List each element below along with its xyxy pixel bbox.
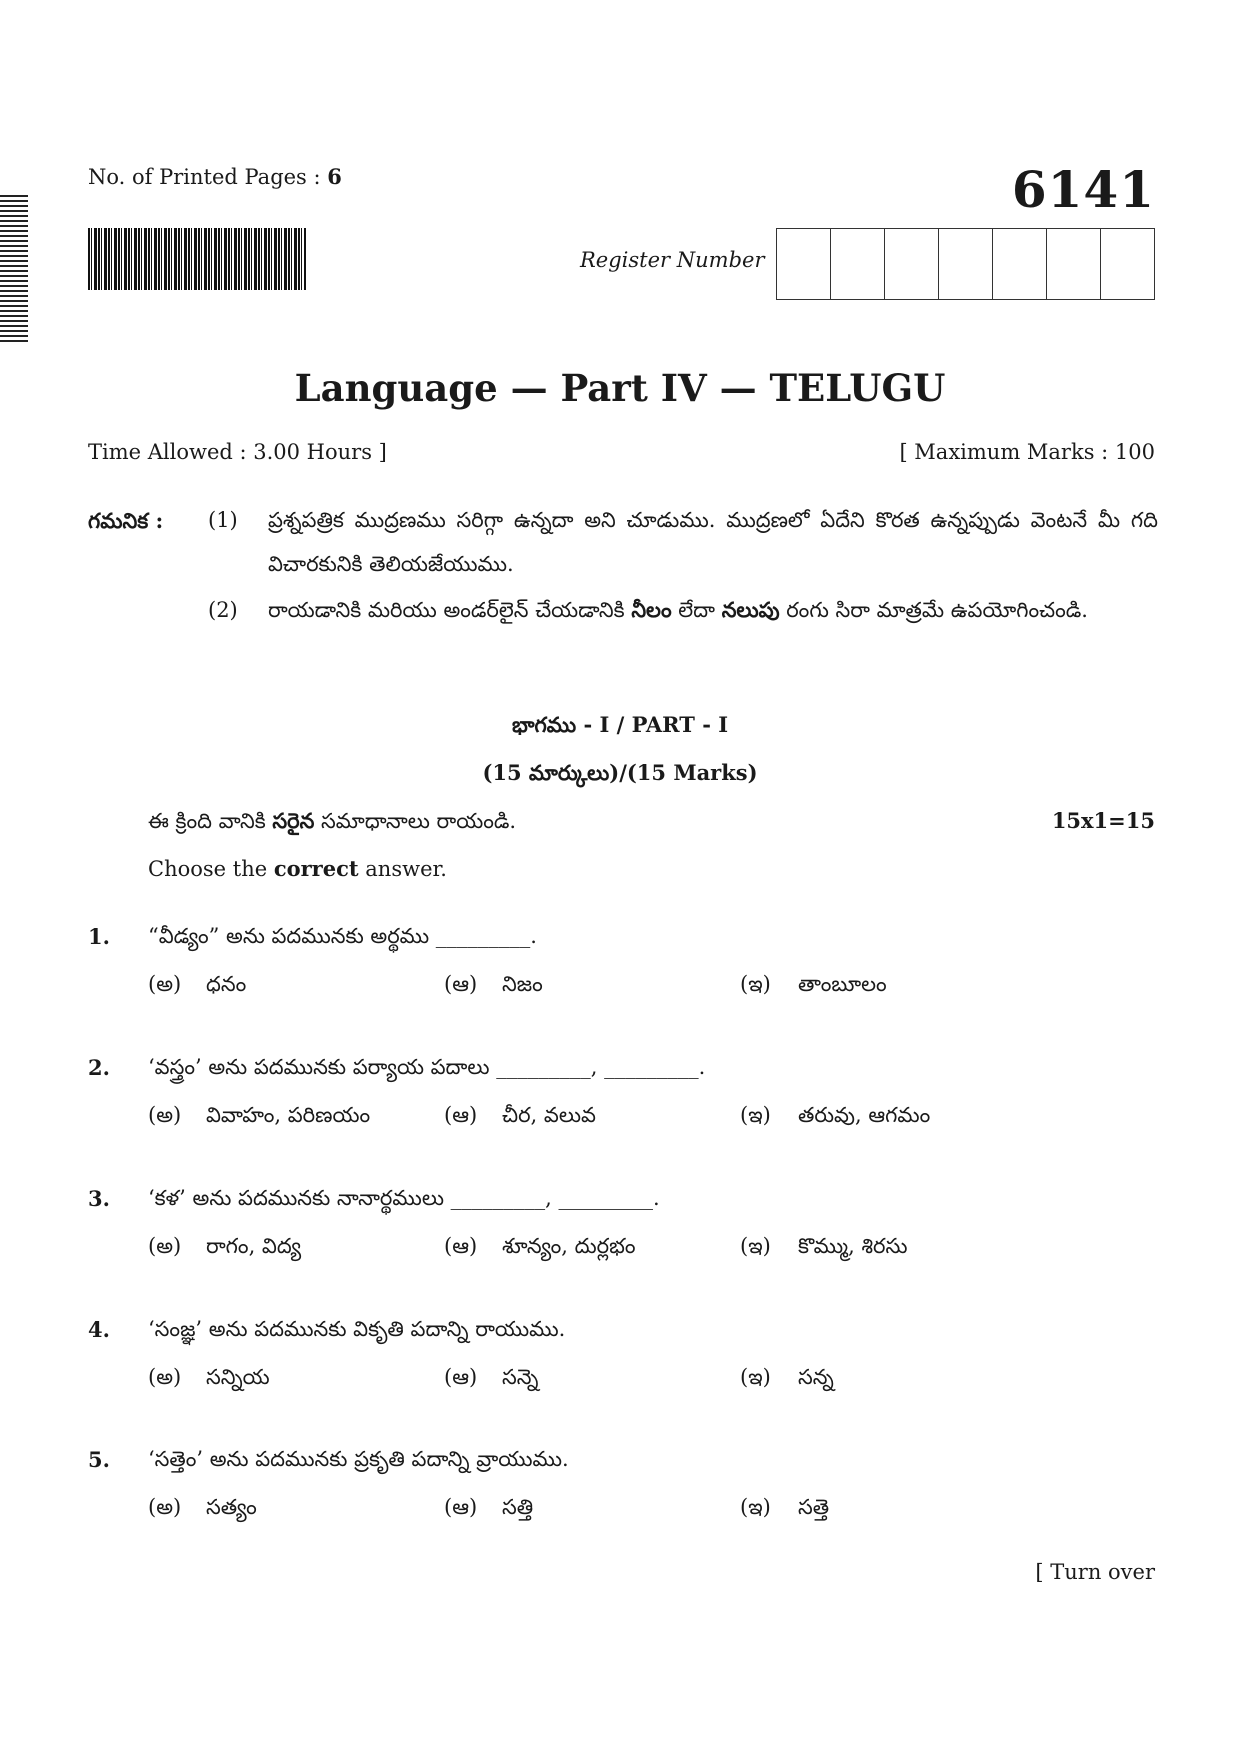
instruction-bold: సరైన [272,808,315,833]
printed-pages-label: No. of Printed Pages : [88,165,328,189]
instruction-marks: 15x1=15 [1051,808,1155,833]
maximum-marks: [ Maximum Marks : 100 [899,440,1155,464]
option-label: (అ) [148,972,182,996]
note-text-bold: నీలం [631,597,672,622]
option-label: (ఇ) [740,1103,771,1127]
option-text: సత్తి [502,1495,534,1519]
option-text: తాంబూలం [798,972,887,996]
option-label: (ఇ) [740,972,771,996]
option-b[interactable] [444,1103,596,1133]
option-label: (ఆ) [444,972,478,996]
question-number: 5. [88,1447,110,1472]
option-text: వివాహం, పరిణయం [206,1103,371,1127]
option-a[interactable] [148,1365,270,1395]
question-text: ‘కళ’ అను పదమునకు నానార్థములు _________, _________. [148,1186,660,1210]
question-number: 1. [88,924,110,949]
register-digit-box[interactable] [1101,229,1154,299]
question-text: ‘సంజ్ఞ’ అను పదమునకు వికృతి పదాన్ని రాయుము. [148,1317,566,1341]
register-digit-box[interactable] [777,229,831,299]
option-text: చీర, వలువ [502,1103,596,1127]
option-text: సత్తె [798,1495,830,1519]
turn-over-note: [ Turn over [1035,1560,1155,1584]
section-marks: (15 మార్కులు)/(15 Marks) [482,760,758,785]
exam-title: Language — Part IV — TELUGU [294,366,946,410]
instruction-english [148,856,447,881]
option-b[interactable] [444,972,543,1002]
option-text: శూన్యం, దుర్లభం [502,1234,636,1258]
option-text: కొమ్ము, శిరసు [798,1234,908,1258]
option-c[interactable] [740,972,887,1002]
option-label: (ఆ) [444,1234,478,1258]
paper-code: 6141 [1011,160,1155,219]
option-b[interactable] [444,1234,636,1264]
register-number-label: Register Number [580,248,765,272]
option-text: సన్నియ [206,1365,270,1389]
option-c[interactable] [740,1103,930,1133]
note-number: (2) [208,598,238,622]
note-label: గమనిక : [88,508,164,533]
option-text: రాగం, విద్య [206,1234,302,1258]
option-text: సన్న [798,1365,834,1389]
instruction-part: ఈ క్రింది వానికి [148,809,273,833]
instruction-bold: correct [273,856,359,881]
option-label: (అ) [148,1103,182,1127]
note-text-part: లేదా [671,598,722,622]
option-label: (అ) [148,1234,182,1258]
option-b[interactable] [444,1365,538,1395]
register-digit-box[interactable] [939,229,993,299]
option-label: (ఆ) [444,1103,478,1127]
option-a[interactable] [148,972,246,1002]
section-heading: భాగము - I / PART - I [511,712,729,737]
instruction-part: answer. [358,857,447,881]
option-text: సత్యం [206,1495,257,1519]
time-allowed: Time Allowed : 3.00 Hours ] [88,440,387,464]
instruction-part: సమాధానాలు రాయండి. [314,809,517,833]
instruction-telugu [148,808,516,839]
option-a[interactable] [148,1495,257,1525]
option-c[interactable] [740,1234,907,1264]
note-text-part: రంగు సిరా మాత్రమే ఉపయోగించండి. [779,598,1088,622]
question-text: ‘సత్తెం’ అను పదమునకు ప్రకృతి పదాన్ని వ్రాయుము. [148,1447,569,1471]
question-number: 4. [88,1317,110,1342]
option-c[interactable] [740,1495,829,1525]
option-label: (ఆ) [444,1495,478,1519]
question-text: ‘వస్త్రం’ అను పదమునకు పర్యాయ పదాలు _________, _________. [148,1055,706,1079]
printed-pages [88,164,342,189]
printed-pages-value: 6 [327,164,342,189]
register-digit-box[interactable] [831,229,885,299]
barcode-image [88,228,306,290]
edge-registration-marks [0,195,28,345]
option-label: (ఇ) [740,1234,771,1258]
option-label: (అ) [148,1365,182,1389]
instruction-part: Choose the [148,857,274,881]
note-text: ప్రశ్నపత్రిక ముద్రణము సరిగ్గా ఉన్నదా అని చూడుము. ముద్రణలో ఏదేని కొరత ఉన్నప్పుడు వెంటనే మీ గది విచారకునికి తెలియజేయుము. [268,508,1158,576]
question-number: 2. [88,1055,110,1080]
note-number: (1) [208,508,238,532]
option-a[interactable] [148,1103,370,1133]
option-text: ధనం [206,972,247,996]
note-text-bold: నలుపు [721,597,780,622]
option-a[interactable] [148,1234,301,1264]
option-text: తరువు, ఆగమం [798,1103,931,1127]
question-number: 3. [88,1186,110,1211]
note-text [268,588,1158,632]
option-label: (ఆ) [444,1365,478,1389]
option-text: నిజం [502,972,543,996]
option-label: (అ) [148,1495,182,1519]
register-digit-box[interactable] [993,229,1047,299]
option-label: (ఇ) [740,1495,771,1519]
option-c[interactable] [740,1365,834,1395]
question-text: “వీడ్యం” అను పదమునకు అర్థము _________. [148,924,537,948]
option-text: సన్నె [502,1365,539,1389]
option-b[interactable] [444,1495,533,1525]
note-text-part: రాయడానికి మరియు అండర్‌లైన్ చేయడానికి [268,598,632,622]
register-digit-box[interactable] [1047,229,1101,299]
register-number-boxes [776,228,1155,300]
option-label: (ఇ) [740,1365,771,1389]
register-digit-box[interactable] [885,229,939,299]
